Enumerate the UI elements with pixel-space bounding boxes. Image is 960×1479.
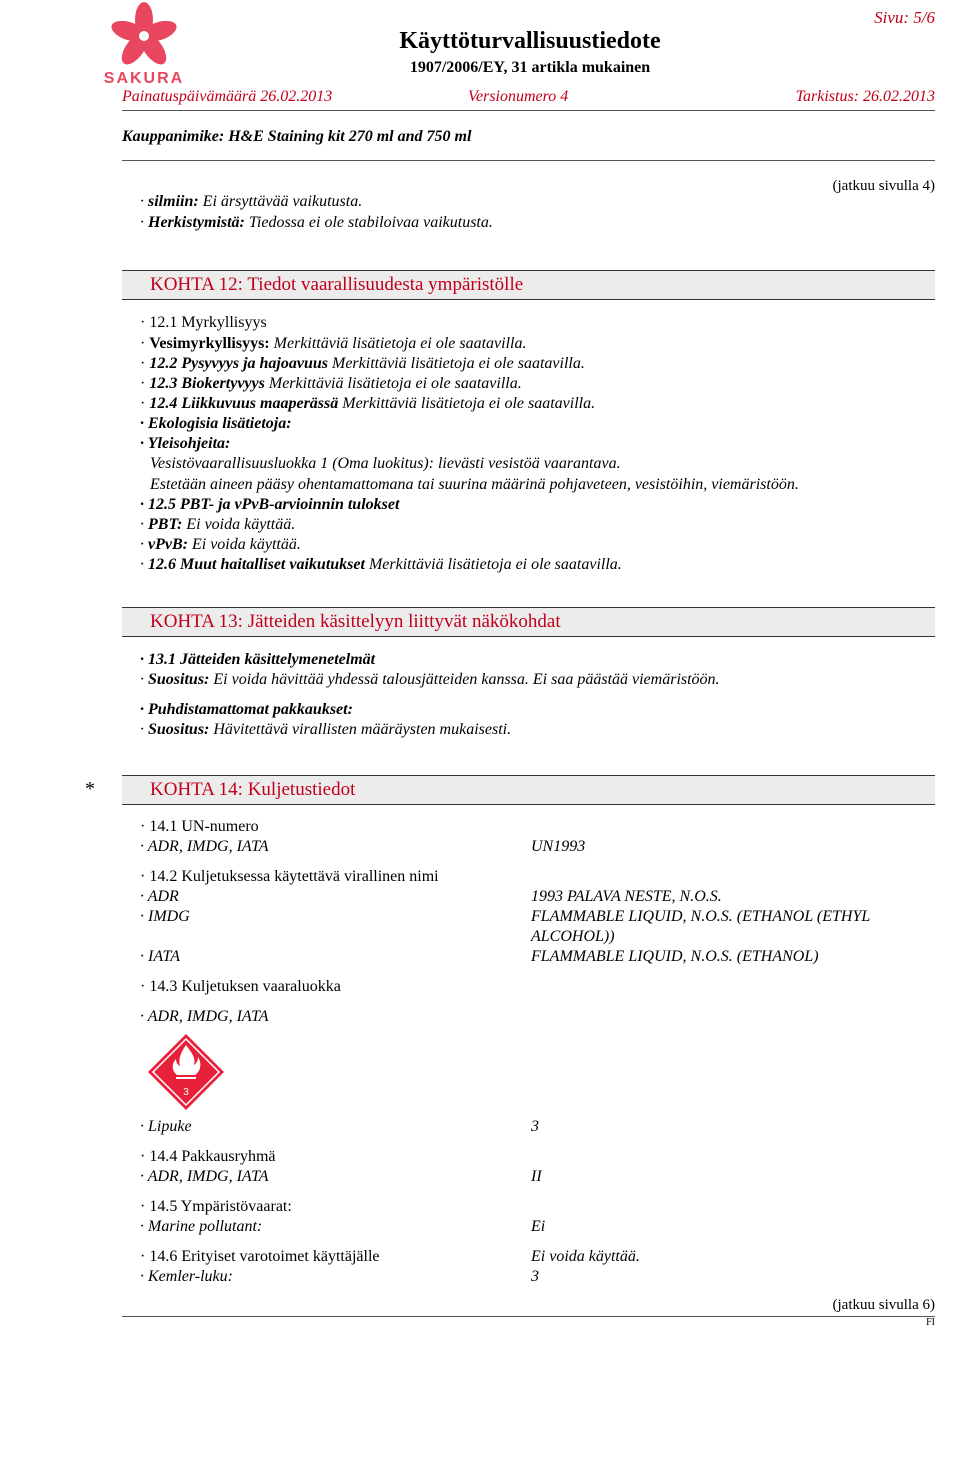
flammable-pictogram bbox=[146, 1032, 226, 1112]
un-number: UN1993 bbox=[531, 838, 586, 855]
header-divider bbox=[122, 110, 935, 111]
s14-6: · 14.6 Erityiset varotoimet käyttäjälle bbox=[140, 1248, 380, 1265]
s14-2-imdg-label: · IMDG bbox=[140, 908, 190, 925]
s12-water-toxicity: · Vesimyrkyllisyys: Merkittäviä lisätietoja ei ole saatavilla. bbox=[140, 335, 527, 352]
s14-6-value: Ei voida käyttää. bbox=[531, 1248, 640, 1265]
s14-2-adr-value: 1993 PALAVA NESTE, N.O.S. bbox=[531, 888, 722, 905]
s14-2-adr-label: · ADR bbox=[140, 888, 179, 905]
s12-5: · 12.5 PBT- ja vPvB-arvioinnin tulokset bbox=[140, 496, 400, 513]
kemler-value: 3 bbox=[531, 1268, 539, 1285]
document-title: Käyttöturvallisuustiedote bbox=[399, 28, 661, 54]
print-date: Painatuspäivämäärä 26.02.2013 bbox=[122, 88, 333, 105]
s12-4: · 12.4 Liikkuvuus maaperässä Merkittäviä lisätietoja ei ole saatavilla. bbox=[140, 395, 596, 412]
continued-to: (jatkuu sivulla 6) bbox=[832, 1297, 935, 1313]
section-14-title: KOHTA 14: Kuljetustiedot bbox=[150, 779, 356, 800]
language-code: FI bbox=[926, 1317, 935, 1328]
s13-recommendation-2: · Suositus: Hävitettävä virallisten määräysten mukaisesti. bbox=[140, 721, 512, 738]
section-12-title: KOHTA 12: Tiedot vaarallisuudesta ympäristölle bbox=[150, 274, 524, 295]
section-12-header bbox=[122, 270, 935, 300]
s12-water-class: Vesistövaarallisuusluokka 1 (Oma luokitus): lievästi vesistöä vaarantava. bbox=[150, 455, 621, 472]
s14-kemler-label: · Kemler-luku: bbox=[140, 1268, 233, 1285]
label-value: 3 bbox=[531, 1118, 539, 1135]
s12-1: · 12.1 Myrkyllisyys bbox=[140, 314, 267, 331]
footer-divider bbox=[122, 1316, 935, 1317]
s13-uncleaned-packaging: · Puhdistamattomat pakkaukset: bbox=[140, 701, 353, 718]
packing-group: II bbox=[531, 1168, 542, 1185]
sensitization-line: · Herkistymistä: Tiedossa ei ole stabiloivaa vaikutusta. bbox=[140, 214, 493, 231]
eyes-line: · silmiin: Ei ärsyttävää vaikutusta. bbox=[140, 193, 363, 210]
version-number: Versionumero 4 bbox=[468, 88, 569, 105]
s14-2-iata-value: FLAMMABLE LIQUID, N.O.S. (ETHANOL) bbox=[531, 948, 819, 965]
page-number: Sivu: 5/6 bbox=[874, 8, 935, 27]
s12-prevent: Estetään aineen pääsy ohentamattomana tai suurina määrinä pohjaveteen, vesistöihin, viemäristöön. bbox=[150, 476, 799, 493]
s14-1-modes: · ADR, IMDG, IATA bbox=[140, 838, 269, 855]
s14-2-imdg-value-2: ALCOHOL)) bbox=[531, 928, 615, 945]
revision-date: Tarkistus: 26.02.2013 bbox=[795, 88, 935, 105]
s12-2: · 12.2 Pysyvyys ja hajoavuus Merkittäviä lisätietoja ei ole saatavilla. bbox=[140, 355, 585, 372]
s14-1: · 14.1 UN-numero bbox=[140, 818, 259, 835]
document-subtitle: 1907/2006/EY, 31 artikla mukainen bbox=[409, 59, 651, 76]
change-marker: * bbox=[85, 778, 95, 800]
s14-5-marine-label: · Marine pollutant: bbox=[140, 1218, 263, 1235]
section-13-header bbox=[122, 607, 935, 637]
s14-2-imdg-value-1: FLAMMABLE LIQUID, N.O.S. (ETHANOL (ETHYL bbox=[531, 908, 871, 925]
trade-name-divider bbox=[122, 160, 935, 161]
s14-4-modes: · ADR, IMDG, IATA bbox=[140, 1168, 269, 1185]
s12-pbt: · PBT: Ei voida käyttää. bbox=[140, 516, 296, 533]
logo-text: SAKURA bbox=[103, 70, 185, 87]
trade-name: Kauppanimike: H&E Staining kit 270 ml and 750 ml bbox=[122, 128, 472, 145]
s14-5: · 14.5 Ympäristövaarat: bbox=[140, 1198, 292, 1215]
s14-2: · 14.2 Kuljetuksessa käytettävä virallinen nimi bbox=[140, 868, 439, 885]
s14-4: · 14.4 Pakkausryhmä bbox=[140, 1148, 276, 1165]
section-14-header bbox=[122, 775, 935, 805]
s12-vpvb: · vPvB: Ei voida käyttää. bbox=[140, 536, 301, 553]
pictogram-class-number: 3 bbox=[183, 1087, 189, 1098]
s14-3: · 14.3 Kuljetuksen vaaraluokka bbox=[140, 978, 341, 995]
s14-2-iata-label: · IATA bbox=[140, 948, 180, 965]
continued-from: (jatkuu sivulla 4) bbox=[832, 178, 935, 194]
s12-6: · 12.6 Muut haitalliset vaikutukset Merkittäviä lisätietoja ei ole saatavilla. bbox=[140, 556, 622, 573]
s13-1: · 13.1 Jätteiden käsittelymenetelmät bbox=[140, 651, 376, 668]
s12-eco-info: · Ekologisia lisätietoja: bbox=[140, 415, 292, 432]
marine-pollutant-value: Ei bbox=[531, 1218, 546, 1235]
s13-recommendation-1: · Suositus: Ei voida hävittää yhdessä talousjätteiden kanssa. Ei saa päästää viemäristöön. bbox=[140, 671, 720, 688]
section-13-title: KOHTA 13: Jätteiden käsittelyyn liittyvät näkökohdat bbox=[150, 611, 561, 632]
s12-general: · Yleisohjeita: bbox=[140, 435, 231, 452]
s14-label-line: · Lipuke bbox=[140, 1118, 192, 1135]
s14-3-modes: · ADR, IMDG, IATA bbox=[140, 1008, 269, 1025]
s12-3: · 12.3 Biokertyvyys Merkittäviä lisätietoja ei ole saatavilla. bbox=[140, 375, 522, 392]
